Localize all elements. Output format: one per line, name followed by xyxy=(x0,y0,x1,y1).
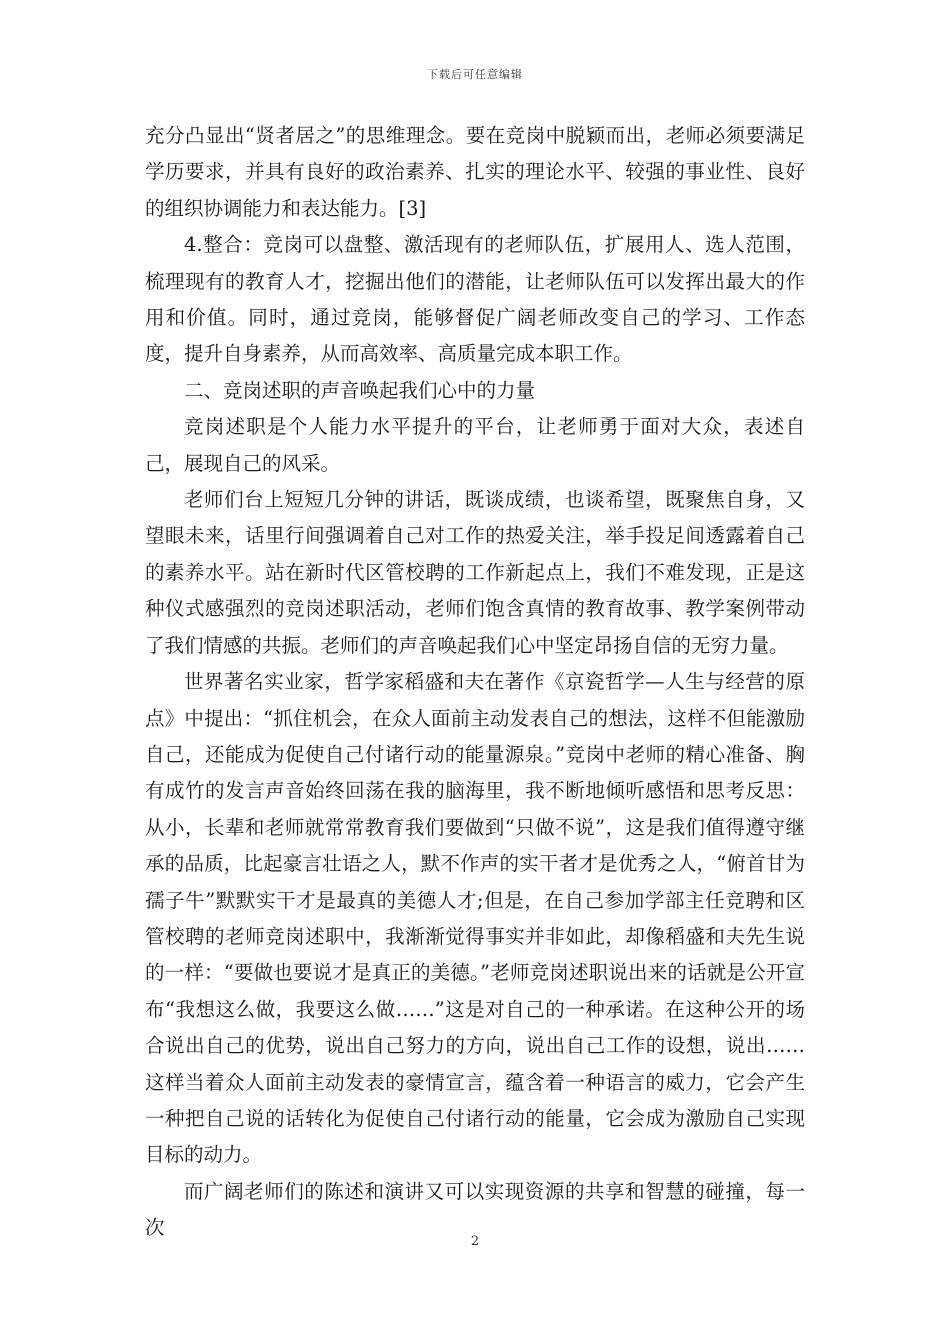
page-number: 2 xyxy=(470,1234,480,1249)
paragraph: 老师们台上短短几分钟的讲话，既谈成绩，也谈希望，既聚焦自身，又望眼未来，话里行间强调着自己对工作的热爱关注，举手投足间透露着自己的素养水平。站在新时代区管校聘的工作新起点上，我们不难发现，正是这种仪式感强烈的竞岗述职活动，老师们饱含真情的教育故事、教学案例带动了我们情感的共振。老师们的声音唤起我们心中坚定昂扬自信的无穷力量。 xyxy=(145,488,805,657)
section-heading: 二、竞岗述职的声音唤起我们心中的力量 xyxy=(184,378,536,402)
paragraph: 世界著名实业家，哲学家稻盛和夫在著作《京瓷哲学—人生与经营的原点》中提出：“抓住机会，在众人面前主动发表自己的想法，这样不但能激励自己，还能成为促使自己付诸行动的能量源泉。”竞岗中老师的精心准备、胸有成竹的发言声音始终回荡在我的脑海里，我不断地倾听感悟和思考反思：从小，长辈和老师就常常教育我们要做到“只做不说”，这是我们值得遵守继承的品质，比起豪言壮语之人，默不作声的实干者才是优秀之人，“俯首甘为孺子牛”默默实干才是最真的美德人才;但是，在自己参加学部主任竞聘和区管校聘的老师竞岗述职中，我渐渐觉得事实并非如此，却像稻盛和夫先生说的一样：“要做也要说才是真正的美德。”老师竞岗述职说出来的话就是公开宣布“我想这么做，我要这么做……”这是对自己的一种承诺。在这种公开的场合说出自己的优势，说出自己努力的方向，说出自己工作的设想，说出……这样当着众人面前主动发表的豪情宣言，蕴含着一种语言的威力，它会产生一种把自己说的话转化为促使自己付诸行动的能量，它会成为激励自己实现目标的动力。 xyxy=(145,670,805,1167)
page-header: 下载后可任意编辑 xyxy=(427,68,523,81)
paragraph: 而广阔老师们的陈述和演讲又可以实现资源的共享和智慧的碰撞，每一次 xyxy=(145,1179,805,1240)
paragraph: 竞岗述职是个人能力水平提升的平台，让老师勇于面对大众，表述自己，展现自己的风采。 xyxy=(145,415,805,475)
paragraph: 充分凸显出“贤者居之”的思维理念。要在竞岗中脱颖而出，老师必须要满足学历要求，并具有良好的政治素养、扎实的理论水平、较强的事业性、良好的组织协调能力和表达能力。[3] xyxy=(145,124,805,220)
document-body xyxy=(145,118,805,1247)
paragraph: 4.整合：竞岗可以盘整、激活现有的老师队伍，扩展用人、选人范围，梳理现有的教育人才，挖掘出他们的潜能，让老师队伍可以发挥出最大的作用和价值。同时，通过竞岗，能够督促广阔老师改变自己的学习、工作态度，提升自身素养，从而高效率、高质量完成本职工作。 xyxy=(145,233,805,366)
